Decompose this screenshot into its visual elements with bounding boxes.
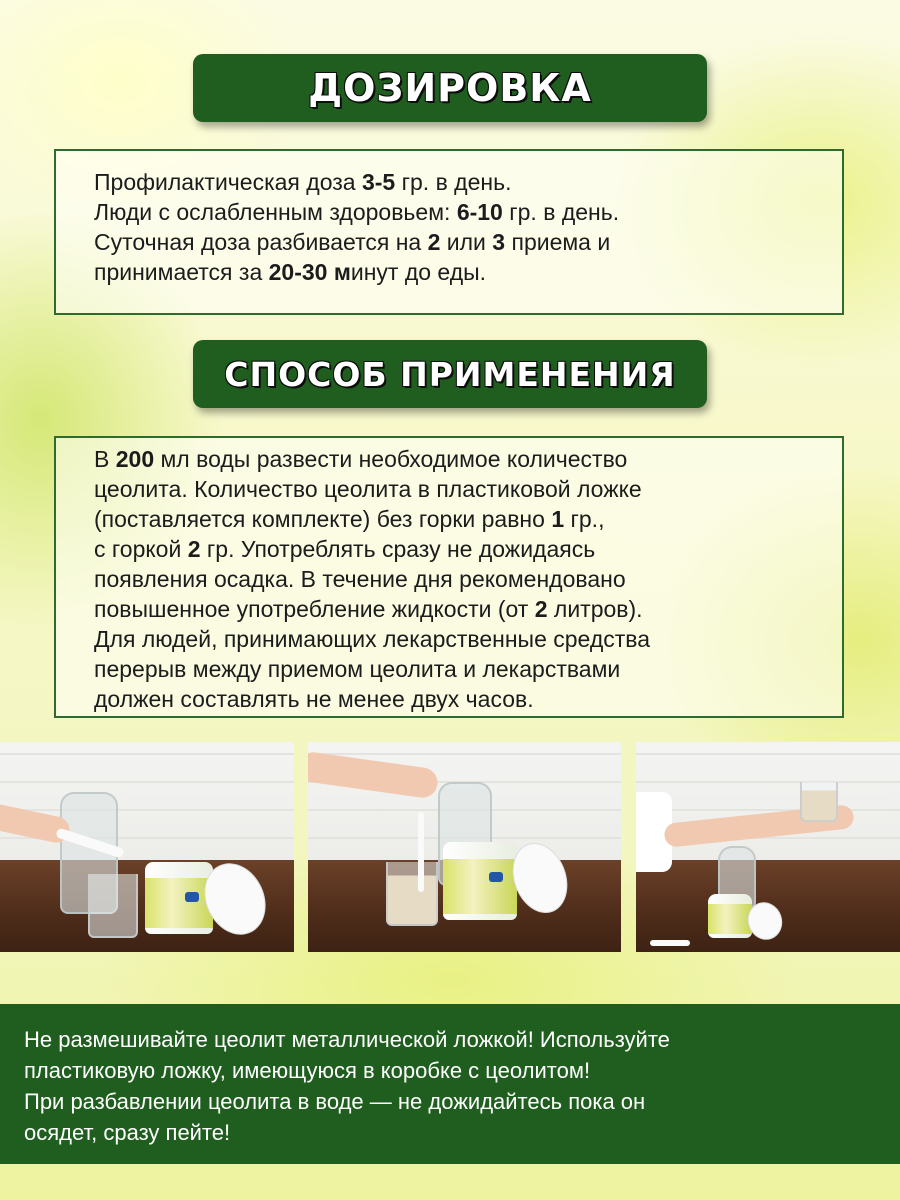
usage-photos [0, 742, 900, 952]
usage-title-banner [193, 340, 707, 408]
warning-footer [0, 1004, 900, 1164]
usage-line: появления осадка. В течение дня рекомендовано [94, 566, 626, 592]
photo-holding-glass [636, 742, 900, 952]
dosage-line: принимается за 20-30 минут до еды. [94, 259, 487, 285]
brick-wall [636, 742, 900, 867]
usage-text-box [54, 436, 844, 718]
dosage-line: Суточная доза разбивается на 2 или 3 приема и [94, 229, 611, 255]
usage-line: Для людей, принимающих лекарственные средства [94, 626, 651, 652]
dosage-line: Профилактическая доза 3-5 гр. в день. [94, 169, 512, 195]
mixed-glass [386, 862, 438, 926]
plastic-spoon [650, 940, 690, 946]
warning-line: осядет, сразу пейте! [24, 1120, 231, 1145]
usage-title: СПОСОБ ПРИМЕНЕНИЯ [224, 354, 676, 394]
usage-line: В 200 мл воды развести необходимое количество [94, 446, 628, 472]
usage-line: цеолита. Количество цеолита в пластиковой ложке [94, 476, 642, 502]
water-glass [88, 874, 138, 938]
usage-line: повышенное употребление жидкости (от 2 литров). [94, 596, 643, 622]
photo-stirring [308, 742, 621, 952]
usage-line: (поставляется комплекте) без горки равно 1 гр., [94, 506, 605, 532]
usage-line: перерыв между приемом цеолита и лекарствами [94, 656, 621, 682]
dosage-text-box [54, 149, 844, 315]
warning-line: Не размешивайте цеолит металлической ложкой! Используйте [24, 1027, 670, 1052]
photo-scooping-powder [0, 742, 294, 952]
plastic-spoon [418, 812, 424, 892]
mixed-glass [800, 782, 838, 822]
dosage-title-banner [193, 54, 707, 122]
zeolite-jar [443, 842, 517, 920]
warning-line: При разбавлении цеолита в воде — не дожидайтесь пока он [24, 1089, 646, 1114]
usage-line: с горкой 2 гр. Употреблять сразу не дожидаясь [94, 536, 596, 562]
brick-wall [0, 742, 294, 867]
zeolite-jar [708, 894, 752, 938]
dosage-line: Люди с ослабленным здоровьем: 6-10 гр. в день. [94, 199, 620, 225]
zeolite-jar [145, 862, 213, 934]
warning-line: пластиковую ложку, имеющуюся в коробке с цеолитом! [24, 1058, 591, 1083]
usage-line: должен составлять не менее двух часов. [94, 686, 534, 712]
dosage-title: ДОЗИРОВКА [308, 66, 592, 110]
